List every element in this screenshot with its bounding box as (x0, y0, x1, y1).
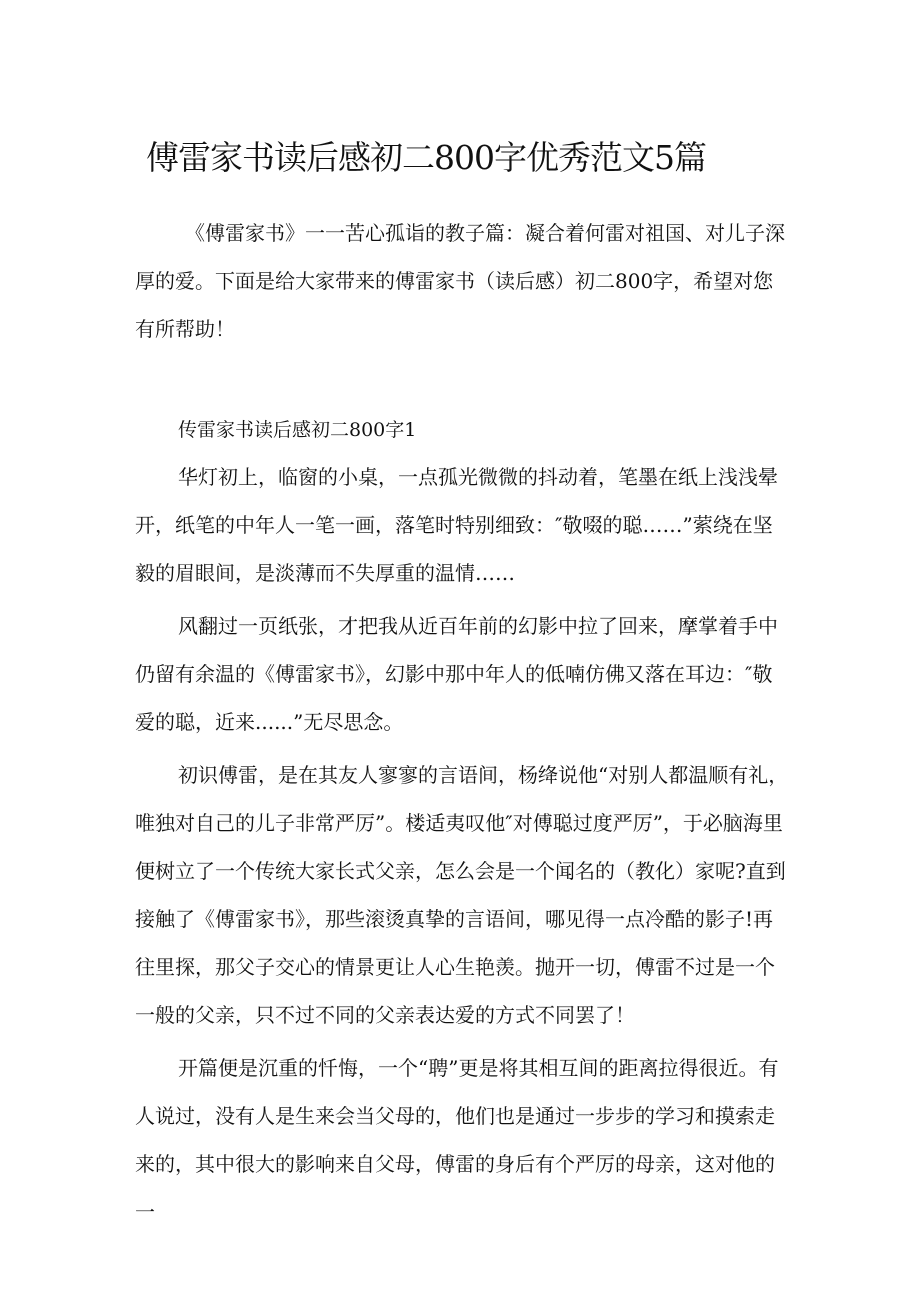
article-body (135, 453, 789, 1241)
body-paragraph: 华灯初上，临窗的小桌，一点孤光微微的抖动着，笔墨在纸上浅浅晕开，纸笔的中年人一笔一画，落笔时特别细致：″敬啜的聪……”萦绕在坚毅的眉眼间，是淡薄而不失厚重的温情…… (135, 465, 778, 585)
body-paragraph: 开篇便是沉重的忏悔，一个“聘”更是将其相互间的距离拉得很近。有人说过，没有人是生来会当父母的，他们也是通过一步步的学习和摸索走来的，其中很大的影响来自父母，傅雷的身后有个严厉的母亲，这对他的一 (135, 1056, 779, 1224)
section-heading: 传雷家书读后感初二800字1 (178, 419, 417, 441)
body-paragraph: 风翻过一页纸张，才把我从近百年前的幻影中拉了回来，摩掌着手中仍留有余温的《傅雷家书》，幻影中那中年人的低喃仿佛又落在耳边：″敬爱的聪，近来......”无尽思念。 (135, 614, 778, 734)
body-paragraph: 初识傅雷，是在其友人寥寥的言语间，杨绛说他“对别人都温顺有礼，唯独对自己的儿子非常严厉”。楼适夷叹他″对傅聪过度严厉”，于必脑海里便树立了一个传统大家长式父亲，怎么会是一个闻名的（教化）家呢?直到接触了《傅雷家书》，那些滚烫真挚的言语间，哪见得一点冷酷的影子!再往里探，那父子交心的情景更让人心生艳羡。抛开一切，傅雷不过是一个一般的父亲，只不过不同的父亲表达爱的方式不同罢了！ (135, 763, 789, 1027)
document-title: 傅雷家书读后感初二800字优秀范文5篇 (146, 138, 706, 177)
intro-paragraph: 《傅雷家书》一一苦心孤诣的教子篇：凝合着何雷对祖国、对儿子深厚的爱。下面是给大家带来的傅雷家书（读后感）初二800字，希望对您有所帮助！ (135, 221, 785, 341)
